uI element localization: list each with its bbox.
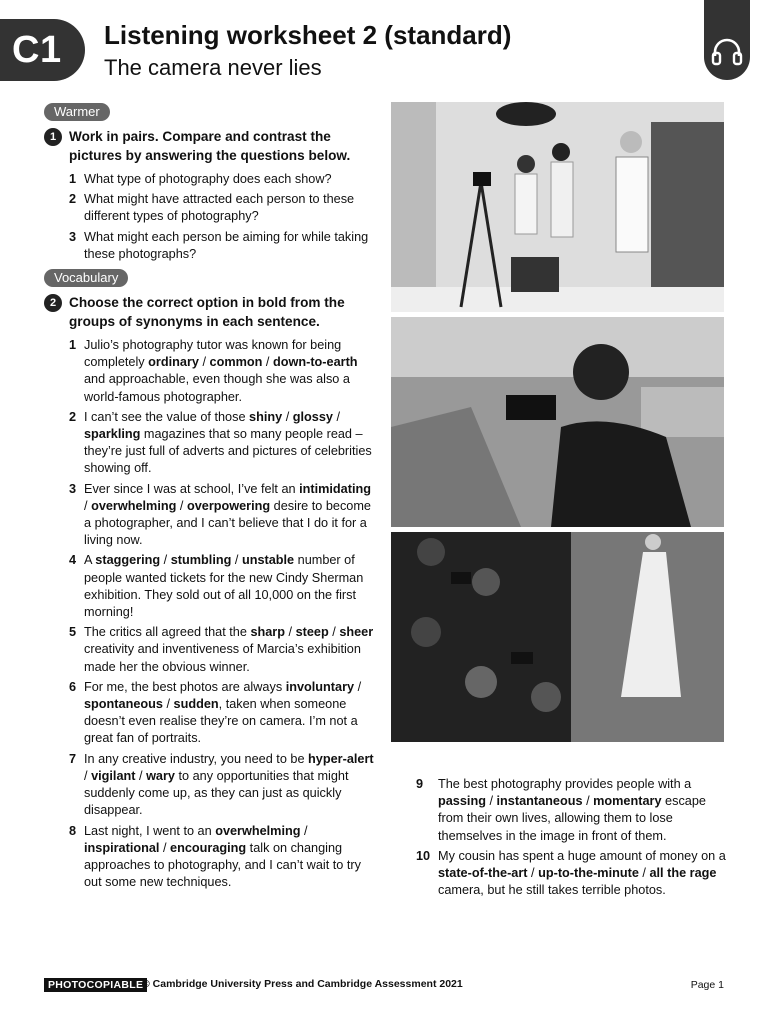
sentence-fragment: creativity and inventiveness of Marcia’s exhibition made her the obvious winner. (84, 642, 361, 674)
item-number: 5 (69, 625, 77, 640)
word-option: intimidating (299, 481, 371, 496)
word-option: up-to-the-minute (538, 866, 639, 881)
word-option: spontaneous (84, 697, 163, 712)
task-instruction: Choose the correct option in bold from the groups of synonyms in each sentence. (69, 295, 345, 330)
task-number: 2 (44, 294, 62, 312)
word-option: sudden (173, 697, 219, 712)
word-option: overpowering (186, 498, 271, 513)
item-text (84, 552, 374, 621)
word-option: overwhelming (91, 498, 177, 513)
list-item (69, 751, 374, 820)
sentence-fragment: magazines that so many people read – they’re just full of adverts and pictures of celebrities showing off. (84, 427, 372, 476)
sentence-fragment: camera, but he still takes terrible photos. (438, 883, 666, 898)
sentence-fragment: Ever since I was at school, I’ve felt an (84, 481, 300, 496)
warmer-questions (44, 171, 374, 263)
warmer-label: Warmer (44, 103, 110, 121)
word-option: sharp (250, 625, 285, 640)
list-item (416, 848, 726, 900)
sentence-fragment: / (285, 625, 296, 640)
studio-photo (391, 102, 724, 312)
vocabulary-label: Vocabulary (44, 269, 128, 287)
left-column (44, 103, 374, 897)
word-option: state-of-the-art (438, 866, 528, 881)
sentence-fragment: / (282, 409, 293, 424)
list-item (69, 481, 374, 550)
list-item (69, 191, 374, 225)
list-item (69, 409, 374, 478)
item-number: 3 (69, 229, 77, 244)
sentence-fragment: talk on changing approaches to photography, and I can’t wait to try out some new techniques. (84, 840, 361, 890)
worksheet-title: Listening worksheet 2 (standard) (104, 20, 512, 50)
vocabulary-sentences (44, 337, 374, 891)
item-number: 6 (69, 679, 77, 694)
vocabulary-task (44, 293, 374, 331)
item-number: 2 (69, 409, 77, 424)
item-number: 4 (69, 553, 77, 568)
word-option: glossy (292, 409, 333, 424)
sentence-fragment: / (582, 794, 594, 809)
sentence-fragment: The best photography provides people with a (438, 777, 692, 791)
task-instruction: Work in pairs. Compare and contrast the pictures by answering the questions below. (69, 129, 351, 163)
sentence-fragment: / (527, 866, 539, 881)
sentence-fragment: escape from their own lives, allowing them to lose themselves in the image in front of them. (438, 794, 706, 843)
word-option: common (209, 355, 263, 370)
word-option: encouraging (170, 840, 247, 855)
sentence-fragment: My cousin has spent a huge amount of money on a (438, 848, 726, 863)
word-option: ordinary (148, 355, 199, 370)
sentence-fragment: / (135, 768, 147, 783)
item-text (84, 481, 374, 550)
item-number: 8 (69, 823, 77, 838)
word-option: steep (295, 625, 329, 640)
photocopiable-badge: PHOTOCOPIABLE (44, 978, 147, 992)
list-item (69, 337, 374, 406)
item-number: 9 (416, 777, 424, 791)
word-option: shiny (249, 409, 283, 424)
level-badge: C1 (0, 19, 85, 81)
headphones-icon (711, 36, 743, 66)
item-text (84, 679, 374, 748)
word-option: sparkling (84, 427, 141, 442)
word-option: all the rage (649, 866, 717, 881)
word-option: overwhelming (215, 823, 301, 838)
list-item (69, 823, 374, 892)
warmer-task (44, 127, 374, 165)
footer (44, 978, 724, 994)
sentence-fragment: / (231, 553, 242, 568)
audio-tab (704, 0, 750, 80)
list-item (69, 552, 374, 621)
red-carpet-photo (391, 532, 724, 742)
item-number: 2 (69, 192, 77, 207)
word-option: momentary (593, 794, 662, 809)
list-item (69, 171, 374, 188)
sentence-fragment: Last night, I went to an (84, 823, 216, 838)
item-number: 7 (69, 751, 77, 766)
task-number: 1 (44, 128, 62, 146)
sentence-fragment: / (354, 679, 362, 694)
word-option: staggering (95, 553, 161, 568)
sentence-fragment: / (198, 355, 210, 370)
sentence-fragment: Julio’s photography tutor was known for being completely (84, 338, 342, 370)
sentence-fragment: , taken when someone doesn’t even realise they’re on camera. I’m not a great fan of portraits. (84, 697, 358, 746)
word-option: inspirational (84, 840, 160, 855)
item-text (84, 823, 374, 892)
photo-column (391, 102, 724, 747)
sentence-fragment: / (332, 409, 341, 424)
list-item (69, 624, 374, 676)
item-text (84, 409, 374, 478)
word-option: hyper-alert (308, 751, 374, 766)
photographer-photo (391, 317, 724, 527)
sentence-fragment: / (328, 625, 340, 640)
item-text: What might each person be aiming for while taking these photographs? (84, 229, 369, 261)
item-number: 1 (69, 338, 77, 353)
word-option: stumbling (170, 553, 232, 568)
word-option: wary (146, 768, 175, 783)
right-column (416, 776, 726, 905)
item-number: 3 (69, 481, 77, 496)
sentence-fragment: number of people wanted tickets for the new Cindy Sherman exhibition. They sold out of all 10,000 on the first morning! (84, 553, 364, 620)
copyright-notice: © Cambridge University Press and Cambridge Assessment 2021 (142, 978, 463, 990)
word-option: down-to-earth (272, 355, 358, 370)
sentence-fragment: / (84, 498, 92, 513)
sentence-fragment: desire to become a photographer, and I can’t believe that I do it for a living now. (84, 498, 371, 548)
word-option: vigilant (91, 768, 136, 783)
sentence-fragment: / (262, 355, 273, 370)
sentence-fragment: / (84, 768, 92, 783)
word-option: involuntary (285, 679, 355, 694)
item-text: What type of photography does each show? (84, 172, 332, 186)
word-option: instantaneous (496, 794, 583, 809)
item-text (84, 624, 374, 676)
sentence-fragment: / (176, 498, 187, 513)
sentence-fragment: / (162, 697, 174, 712)
vocabulary-sentences-continued (416, 776, 726, 899)
item-text: What might have attracted each person to these different types of photography? (84, 192, 355, 224)
sentence-fragment: In any creative industry, you need to be (84, 751, 309, 766)
sentence-fragment: For me, the best photos are always (84, 679, 286, 694)
sentence-fragment: I can’t see the value of those (84, 409, 250, 424)
item-number: 1 (69, 172, 77, 186)
page-number: Page 1 (690, 979, 724, 991)
item-text (438, 848, 726, 900)
sentence-fragment: / (485, 794, 497, 809)
sentence-fragment: / (638, 866, 650, 881)
list-item (416, 776, 726, 845)
sentence-fragment: A (84, 553, 96, 568)
item-number: 10 (416, 848, 431, 863)
word-option: unstable (241, 553, 295, 568)
list-item (69, 229, 374, 263)
word-option: sheer (339, 625, 374, 640)
sentence-fragment: / (159, 840, 171, 855)
sentence-fragment: and approachable, even though she was also a world-famous photographer. (84, 372, 350, 404)
sentence-fragment: / (300, 823, 308, 838)
item-text (84, 337, 374, 406)
item-text (84, 751, 374, 820)
word-option: passing (438, 794, 486, 809)
item-text (438, 776, 726, 845)
sentence-fragment: The critics all agreed that the (84, 625, 251, 640)
sentence-fragment: to any opportunities that might suddenly come up, as they can just as quickly disappear. (84, 768, 349, 818)
sentence-fragment: / (160, 553, 171, 568)
worksheet-subtitle: The camera never lies (104, 55, 322, 80)
list-item (69, 679, 374, 748)
